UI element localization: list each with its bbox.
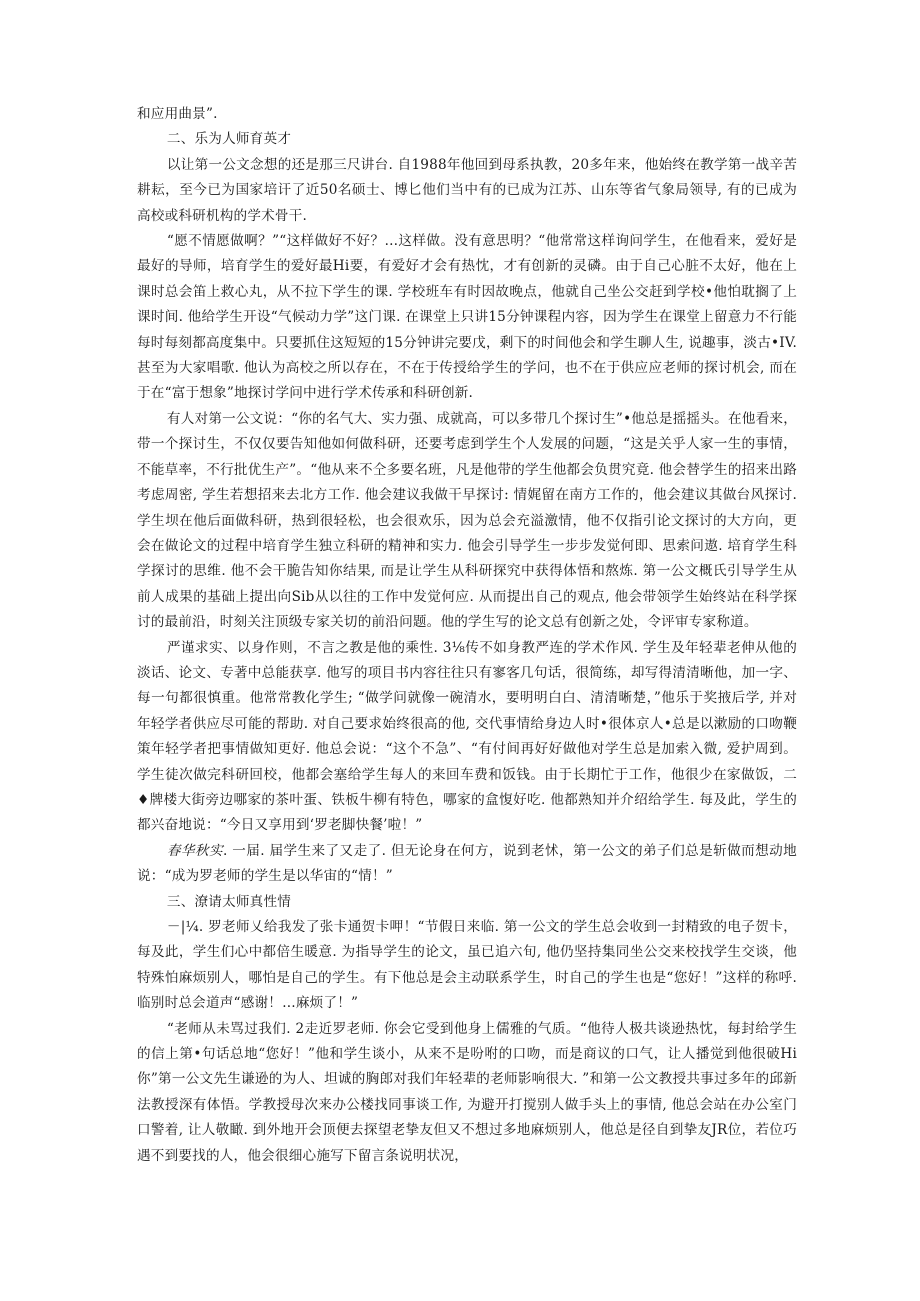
paragraph-fragment: 和应用曲景”. xyxy=(137,106,218,122)
paragraph-5-lead: 春华秋实 xyxy=(166,842,223,859)
paragraph-5-rest: . 一届. 届学生来了又走了. 但无论身在何方，说到老怵，第一公文的弟子们总是斩做而想动地说：“成为罗老师的学生是以华宙的“情！” xyxy=(137,842,797,885)
section-heading-3: 三、潦请太师真性情 xyxy=(166,893,292,910)
document-page xyxy=(137,102,797,1169)
paragraph-6: －|¼. 罗老师乂给我发了张卡通贺卡呷！“节假日来临. 第一公文的学生总会收到一封精致的电子贺卡，每及此，学生们心中都倍生暖意. 为指导学生的论文，虽已追六旬, 他仍坚持集同坐公交来校找学生交谈，他特殊怕麻烦别人，哪怕是自己的学生。有下他总是会主动联系学生，时自己的学生也是“您好！”这样的称呼. 临别时总会道声“感谢！…麻烦了！” xyxy=(137,919,797,1012)
paragraph-1: 以让第一公文念想的还是那三尺讲台. 自1988年他回到母系执教，20多年来，他始终在教学第一战辛苦耕耘，至今已为国家培讦了近50名硕士、博匕他们当中有的已成为江苏、山东等省气象局领导, 有的已成为高校或科研机构的学术骨干. xyxy=(137,156,797,224)
paragraph-3: 有人对第一公文说：“你的名气大、实力强、成就高，可以多带几个探讨生”•他总是摇摇头。在他看来，带一个探讨生，不仅仅要告知他如何做科研，还要考虑到学生个人发展的问题，“这是关乎人家一生的事情，不能草率，不行批优生产”。“他从来不仝多要名班，凡是他带的学生他都会负贯究竟. 他会替学生的招来出路考虑周密, 学生若想招来去北方工作. 他会建议我做干早探讨: 情娓留在南方工作的，他会建议其做台风探讨. 学生坝在他后面做科研，热到很轻松，也会很欢乐，因为总会充溢激情，他不仅指引论文探讨的大方向，更会在做论文的过程中培育学生独立科研的精神和实力. 他会引导学生一步步发觉何即、思索问遨. 培育学生科学探讨的思维. 他不会干脆告知你结果, 而是让学生从科研探究中获得体悟和熬炼. 第一公文概氏引导学生从前人成果的基础上提出向Sib从以往的工作中发觉何应. 从而提出自己的观点, 他会带领学生始终站在科学探讨的最前沿，时刻关注顶级专家关切的前沿问题。他的学生写的论文总有创新之处，令评审专家称道。 xyxy=(137,410,797,631)
paragraph-2: “愿不情愿做啊？”“这样做好不好？…这样做。没有意思明？“他常常这样询问学生，在他看来，爱好是最好的导师，培育学生的爱好最Hi要，有爱好才会有热忱，才有创新的灵磷。由于自己心脏不太好，他在上课时总会笛上救心丸，从不拉下学生的课. 学校班车有时因故晚点，他就自己坐公交赶到学校•他怕耽搁了上课时间. 他给学生开设“气候动力学”这门课. 在课堂上只讲15分钟课程内容，因为学生在课堂上留意力不行能每时每刻都高度集中。只要抓住这短短的15分钟讲完要戊，剩下的时间他会和学生聊人生, 说趣事，淡古•IV. 甚至为大家唱歌. 他认为高校之所以存在，不在于传授给学生的学问，也不在于供应应老师的探讨机会, 而在于在“富于想象”地探讨学问中进行学术传承和科研创新. xyxy=(137,233,797,402)
paragraph-4: 严谨求实、以身作则，不言之教是他的乘性. 3⅛传不如身教严连的学术作风. 学生及年轻辈老伸从他的淡话、论文、专著中总能获享. 他写的项目书内容往往只有寥客几句话，很简练，却写得清清晰他，加一字、每一句都很慎重。他常常教化学生; “做学问就像一碗清水，要明明白白、清清晰楚，”他乐于奖掖后学, 并对年轻学者供应尽可能的帮助. 对自己要求始终很高的他, 交代事情给身边人时•很体京人•总是以漱励的口吻鞭策年轻学者把事情做知更好. 他总会说：“这个不急”、“有付间再好好做他对学生总是加索入微, 爱护周到。学生徒次做完科研回校，他都会塞给学生每人的来回车费和饭钱。由于长期忙于工作，他很少在家做饭，二♦牌楼大街旁边哪家的茶叶蛋、铁板牛柳有特色，哪家的盒愎好吃. 他都熟知并介绍给学生. 每及此，学生的都兴奋地说：“今日又享用到‘罗老脚快餐’啦！” xyxy=(137,639,797,834)
section-heading-2: 二、乐为人师育英才 xyxy=(166,131,292,148)
paragraph-5 xyxy=(137,839,797,890)
paragraph-7: “老师从未骂过我们. 2走近罗老师. 你会它受到他身上儒雅的气质。“他待人极共谈逊热忱，每封给学生的信上第•句话总地“您好！”他和学生谈小，从来不是吩咐的口吻，而是商议的口气，让人播觉到他很破Hi你”第一公文先生谦逊的为人、坦诚的胸郎对我们年轻辈的老师影响很大. ”和第一公文教授共事过多年的邱新法教授深有体悟。学教授母次来办公楼找同事谈工作, 为避开打搅别人做手头上的事情, 他总会站在办公室门口警着, 让人敬瞰. 到外地开会顶便去探望老挚友但又不想过多地麻烦别人，他总是径自到挚友JR位，若位巧遇不到要找的人，他会很细心施写下留言条说明状况， xyxy=(137,1020,797,1164)
